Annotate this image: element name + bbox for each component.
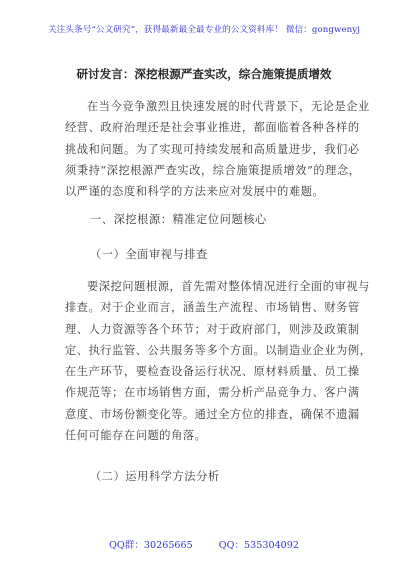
paragraph-line: 以严谨的态度和科学的方法来应对发展中的难题。 — [65, 185, 325, 199]
paragraph-line: 任何可能存在问题的角落。 — [65, 429, 207, 443]
document-title: 研讨发言：深挖根源严查实改，综合施策提质增效 — [76, 67, 332, 81]
paragraph-line: 定、执行监管、公共服务等多个方面。以制造业企业为例， — [65, 343, 372, 357]
footer-contact — [0, 537, 408, 551]
paragraph-line: 挑战和问题。为了实现可持续发展和高质量进步，我们必 — [65, 142, 360, 156]
paragraph-line: 在当今竞争激烈且快速发展的时代背景下，无论是企业 — [87, 100, 370, 113]
paragraph-line: 须秉持“深挖根源严查实改，综合施策提质增效”的理念， — [65, 163, 361, 177]
paragraph-line: 意度、市场份额变化等。通过全方位的排查，确保不遗漏 — [65, 407, 360, 421]
paragraph-line: 经营、政府治理还是社会事业推进，都面临着各种各样的 — [65, 121, 360, 135]
body-paragraph — [65, 276, 372, 446]
qq-group-label: QQ群：30265665 — [108, 540, 193, 551]
intro-paragraph — [65, 96, 370, 202]
section-heading: 一、深挖根源：精准定位问题核心 — [90, 213, 267, 226]
paragraph-line: 要深挖问题根源，首先需对整体情况进行全面的审视与 — [87, 280, 370, 293]
qq-label: QQ：535304092 — [218, 540, 299, 551]
subsection-heading: （一）全面审视与排查 — [90, 248, 208, 261]
paragraph-line: 排查。对于企业而言，涵盖生产流程、市场销售、财务管 — [65, 301, 360, 315]
paragraph-line: 作规范等；在市场销售方面，需分析产品竞争力、客户满 — [65, 386, 360, 400]
header-note: 关注头条号“公文研究”，获得最新最全最专业的公文资料库！ 微信：gongwenyj — [47, 25, 361, 35]
paragraph-line: 在生产环节，要检查设备运行状况、原材料质量、员工操 — [65, 365, 360, 379]
subsection-heading: （二）运用科学方法分析 — [90, 470, 220, 483]
paragraph-line: 理、人力资源等各个环节；对于政府部门，则涉及政策制 — [65, 322, 360, 336]
